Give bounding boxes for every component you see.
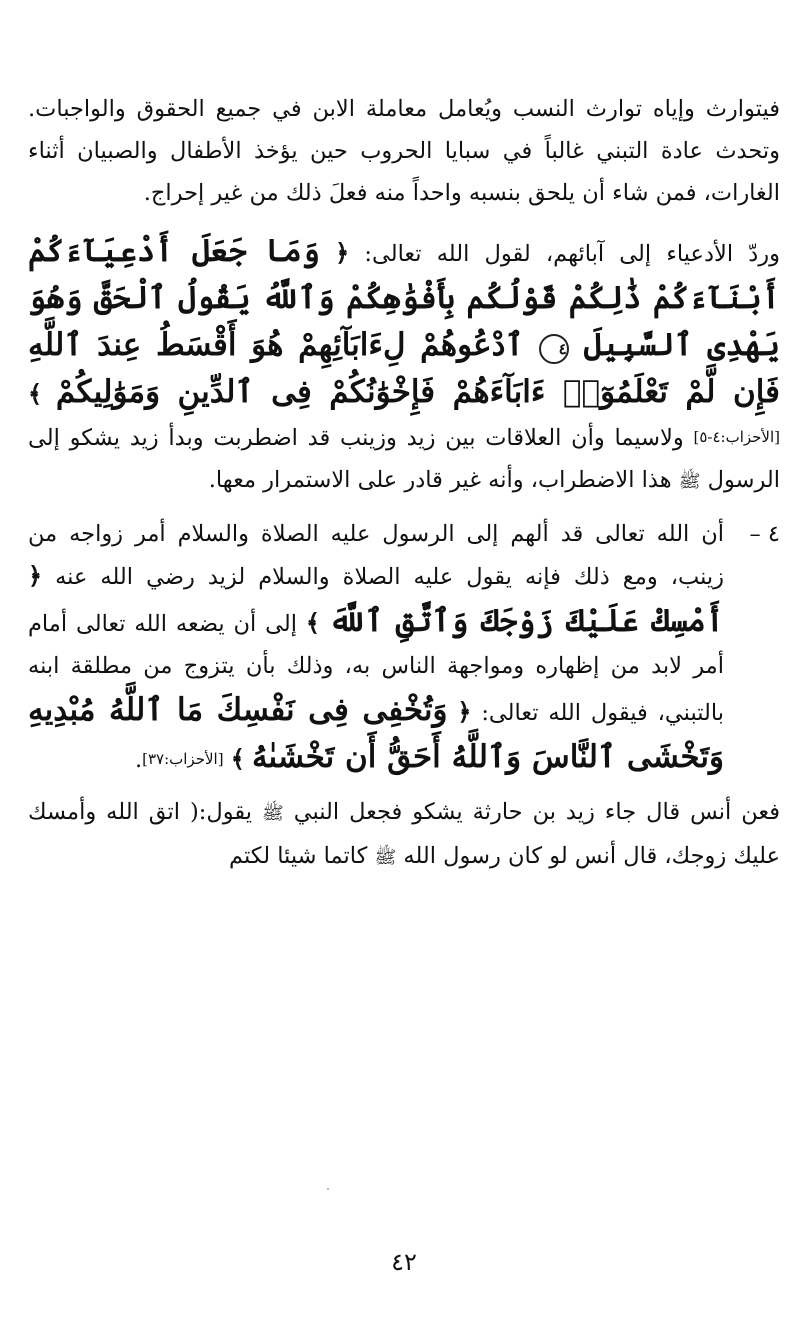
paragraph-text: فيتوارث وإياه توارث النسب ويُعامل معاملة الابن في جميع الحقوق والواجبات. وتحدث عادة التبني غالباً في سبايا الحروب حين يؤخذ الأطفال والصبيان أثناء الغارات، فمن شاء أن يلحق بنسبه واحداً منه فعلَ ذلك من غير إحراج. — [28, 96, 780, 206]
list-item-number: ٤ – — [749, 521, 780, 547]
page-number: ٤٢ — [391, 1248, 417, 1276]
paragraph-return-to-fathers — [28, 228, 780, 503]
item-text-b: إلى أن يضعه الله تعالى أمام أمر لابد من إظهاره ومواجهة الناس به، وذلك بأن يتزوج من مطلقة ابنه بالتبني، فيقول الله تعالى: — [28, 611, 725, 726]
hadith-text-b: يقول:( اتق الله وأمسك عليك زوجك، قال أنس لو كان رسول الله — [28, 799, 780, 869]
quran-close-bracket: ﴾ — [230, 744, 245, 773]
hadith-text-a: فعن أنس قال جاء زيد بن حارثة يشكو فجعل النبي — [293, 799, 781, 825]
salawat-symbol: ﷺ — [261, 803, 284, 824]
quran-open-bracket: ﴿ — [28, 561, 43, 590]
page-body — [28, 88, 780, 893]
item-text-a: أن الله تعالى قد ألهم إلى الرسول عليه الصلاة والسلام أمر زواجه من زينب، ومع ذلك فإنه يقول عليه الصلاة والسلام لزيد رضي الله عنه — [28, 521, 724, 590]
paragraph-continuation-text-2: هذا الاضطراب، وأنه غير قادر على الاستمرار معها. — [208, 467, 672, 493]
quran-verse-37: وَتُخْفِى فِى نَفْسِكَ مَا ٱللَّهُ مُبْدِيهِ وَتَخْشَى ٱلنَّاسَ وَٱللَّهُ أَحَقُّ أَن تَخْشَىٰهُ — [28, 692, 724, 775]
paragraph-continuation-text: ولاسيما وأن العلاقات بين زيد وزينب قد اضطربت وبدأ زيد يشكو إلى الرسول — [28, 425, 780, 493]
quran-reference: [الأحزاب:٤-٥] — [693, 428, 780, 446]
list-item-4 — [28, 513, 780, 791]
quran-open-bracket: ﴿ — [335, 238, 350, 267]
item-end-punct: . — [134, 747, 143, 773]
ayah-number-marker: ٤ — [539, 334, 569, 364]
quran-reference: [الأحزاب:٣٧] — [142, 750, 224, 768]
scan-speck — [327, 1188, 329, 1190]
list-item-body — [28, 513, 724, 781]
quran-verse-5: ٱدْعُوهُمْ لِءَابَآئِهِمْ هُوَ أَقْسَطُ عِندَ ٱللَّهِ فَإِن لَّمْ تَعْلَمُوٓا۟ ءَابَآءَهُمْ فَإِخْوَٰنُكُمْ فِى ٱلدِّينِ وَمَوَٰلِيكُمْ — [28, 327, 781, 410]
paragraph-intro-text: وردّ الأدعياء إلى آبائهم، لقول الله تعالى: — [364, 241, 781, 267]
quran-verse-4: وَمَا جَعَلَ أَدْعِيَآءَكُمْ أَبْنَآءَكُمْ ذَٰلِكُمْ قَوْلُكُم بِأَفْوَٰهِكُمْ وَٱللَّهُ يَقُولُ ٱلْحَقَّ وَهُوَ يَهْدِى ٱلسَّبِيلَ — [28, 233, 780, 363]
paragraph-hadith-anas — [28, 791, 780, 879]
salawat-symbol: ﷺ — [374, 847, 397, 868]
paragraph-adoption-custom — [28, 88, 780, 214]
salawat-symbol: ﷺ — [678, 471, 701, 492]
quran-close-bracket: ﴾ — [305, 608, 320, 637]
hadith-text-c: كاتما شيئا لكتم — [229, 843, 368, 869]
quran-close-bracket: ﴾ — [28, 379, 43, 408]
quran-open-bracket: ﴿ — [457, 697, 472, 726]
quran-verse-hold-wife: أَمْسِكْ عَلَيْكَ زَوْجَكَ وَٱتَّقِ ٱللَّهَ — [328, 603, 724, 639]
